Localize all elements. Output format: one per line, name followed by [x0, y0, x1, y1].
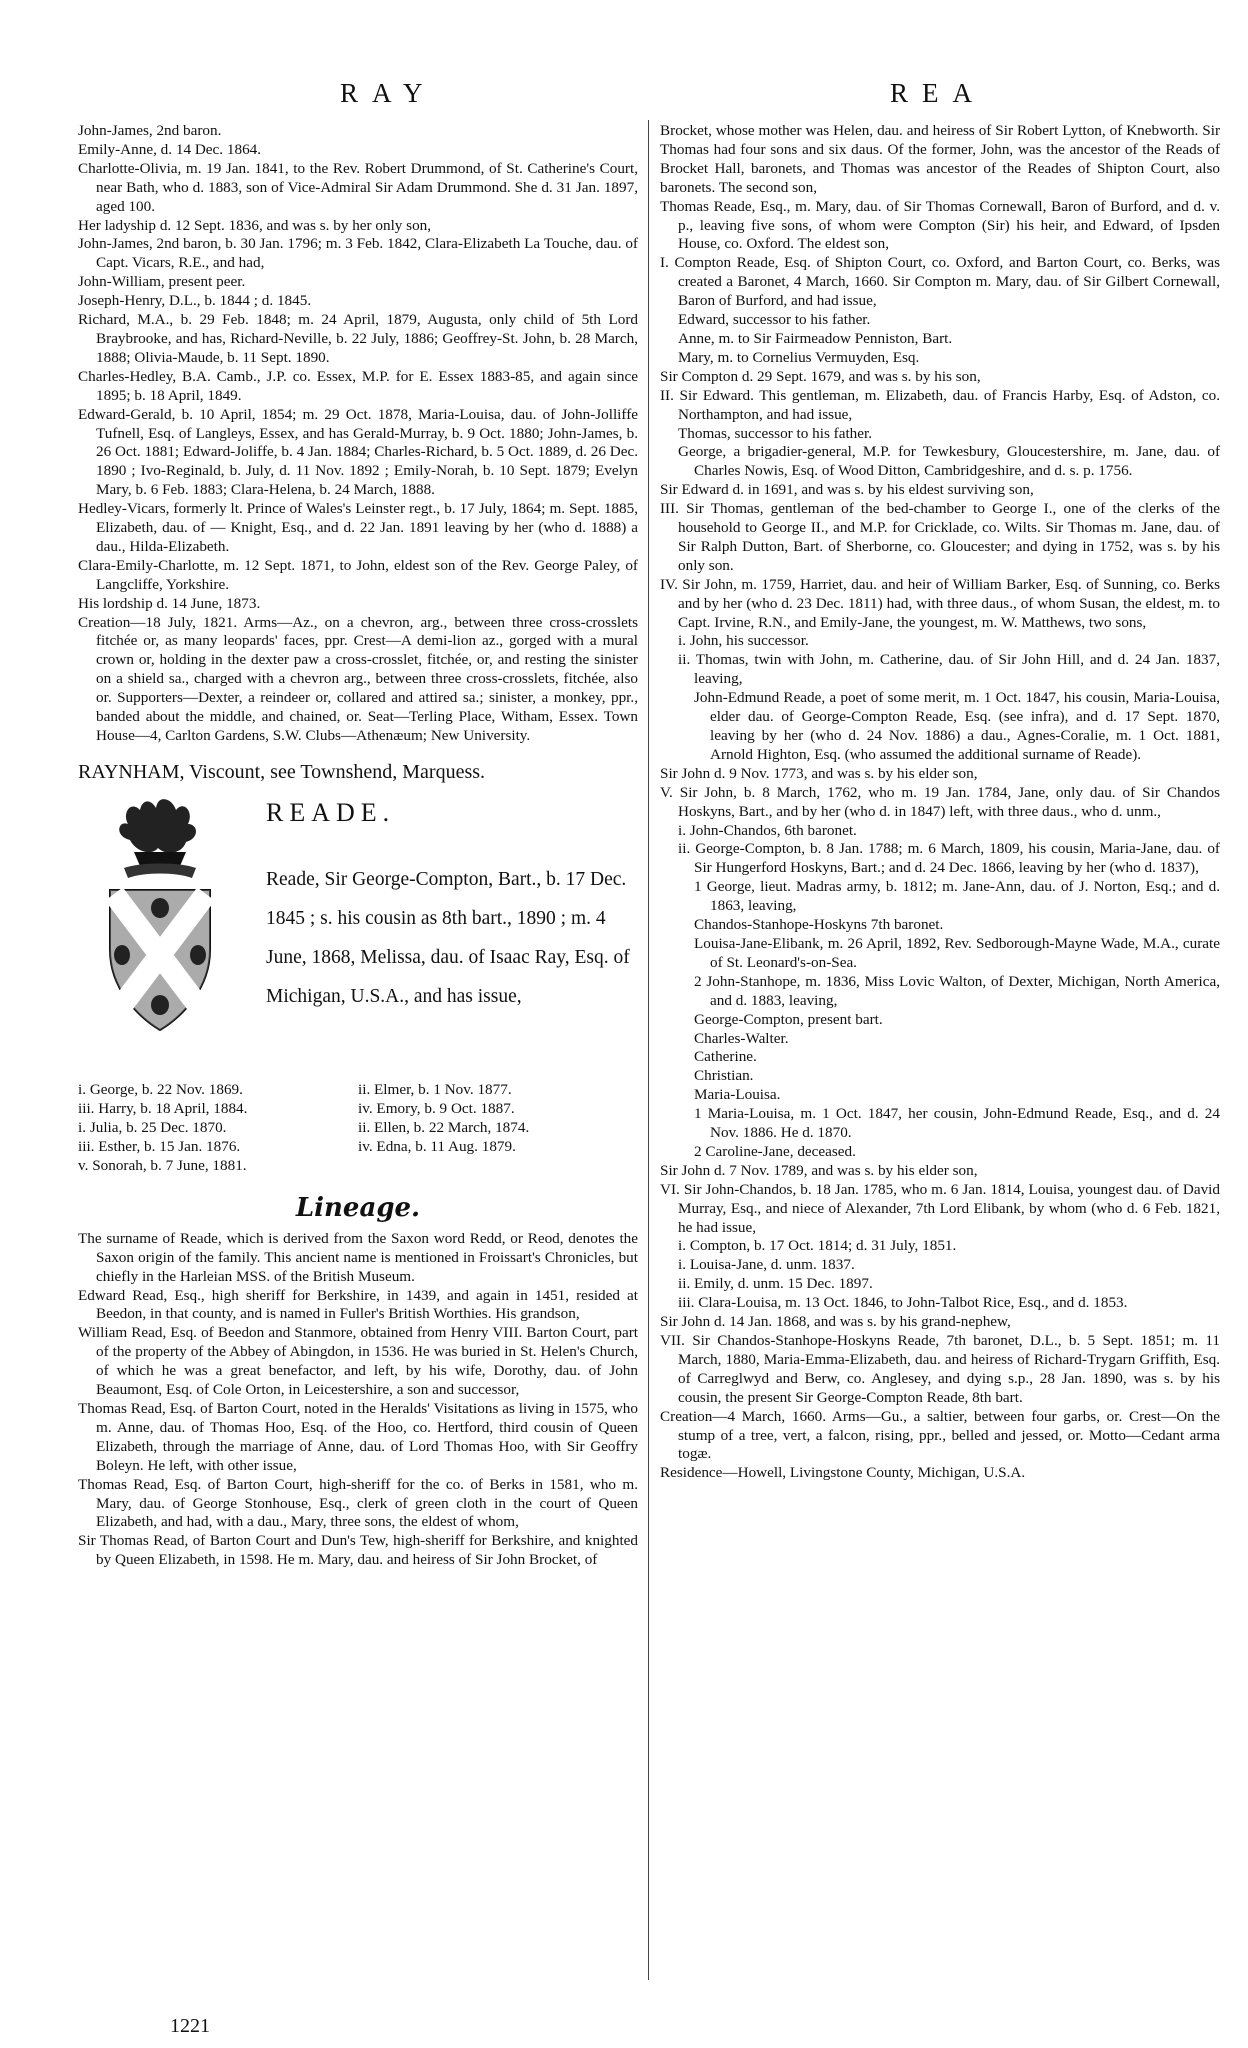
right-paragraph: Thomas Reade, Esq., m. Mary, dau. of Sir Thomas Cornewall, Baron of Burford, and d. v. p., leaving five sons, of whom were Compton (Sir) his heir, and Edward, of Ipsden House, co. Oxford. The eldest son, [660, 197, 1220, 253]
page-number: 1221 [170, 2015, 210, 2037]
right-paragraph: 1 Maria-Louisa, m. 1 Oct. 1847, her cousin, John-Edmund Reade, Esq., and d. 24 Nov. 1886. He d. 1870. [694, 1105, 1220, 1142]
child-entry: Clara-Emily-Charlotte, m. 12 Sept. 1871, to John, eldest son of the Rev. George Paley, of Langcliffe, Yorkshire. [78, 556, 638, 593]
right-paragraph: VI. Sir John-Chandos, b. 18 Jan. 1785, who m. 6 Jan. 1814, Louisa, youngest dau. of David Murray, Esq., and niece of Alexander, 7th Lord Elibank, by whom (who d. 6 Feb. 1821, he had issue, [660, 1180, 1220, 1236]
child-entry: Richard, M.A., b. 29 Feb. 1848; m. 24 April, 1879, Augusta, only child of 5th Lord Braybrooke, and has, Richard-Neville, b. 22 July, 1886; Geoffrey-St. John, b. 28 March, 1888; Olivia-Maude, b. 11 Sept. 1890. [78, 311, 638, 366]
column-divider [648, 120, 649, 1980]
list-item: ii. Ellen, b. 22 March, 1874. [358, 1118, 530, 1136]
right-paragraph: Brocket, whose mother was Helen, dau. and heiress of Sir Robert Lytton, of Knebworth. Sir Thomas had four sons and six daus. Of the former, John, was the ancestor of the Reads of Brocket Hall, baronets, and Thomas was ancestor of the Reades of Shipton Court, also baronets. The second son, [660, 122, 1220, 196]
list-item: i. George, b. 22 Nov. 1869. [78, 1080, 243, 1098]
lineage-paragraph: Sir Thomas Read, of Barton Court and Dun's Tew, high-sheriff for Berkshire, and knighted by Queen Elizabeth, in 1598. He m. Mary, dau. and heiress of Sir John Brocket, of [78, 1532, 638, 1569]
right-paragraph: iii. Clara-Louisa, m. 13 Oct. 1846, to John-Talbot Rice, Esq., and d. 1853. [678, 1294, 1128, 1312]
lineage-paragraph: Edward Read, Esq., high sheriff for Berkshire, in 1439, and again in 1451, resided at Beedon, in that county, and is named in Fuller's British Worthies. His grandson, [78, 1286, 638, 1323]
right-paragraph: Sir John d. 14 Jan. 1868, and was s. by his grand-nephew, [660, 1313, 1011, 1331]
list-item: ii. Elmer, b. 1 Nov. 1877. [358, 1080, 512, 1098]
right-paragraph: Residence—Howell, Livingstone County, Michigan, U.S.A. [660, 1464, 1026, 1482]
right-paragraph: 1 George, lieut. Madras army, b. 1812; m. Jane-Ann, dau. of J. Norton, Esq.; and d. 1863, leaving, [694, 878, 1220, 915]
lineage-paragraph: Thomas Read, Esq. of Barton Court, noted in the Heralds' Visitations as living in 1575, who m. Anne, dau. of Thomas Hoo, Esq. of the Hoo, co. Hertford, third cousin of Queen Elizabeth, through the marriage of Anne, dau. of Lord Thomas Hoo, with Sir Geoffry Boleyn. He left, with other issue, [78, 1399, 638, 1474]
lineage-heading: Lineage. [295, 1192, 421, 1223]
list-item: iii. Esther, b. 15 Jan. 1876. [78, 1137, 241, 1155]
right-paragraph: ii. George-Compton, b. 8 Jan. 1788; m. 6 March, 1809, his cousin, Maria-Jane, dau. of Sir Hungerford Hoskyns, Bart.; and d. 24 Dec. 1866, leaving by her (who d. 1837), [678, 840, 1220, 877]
running-head-right: REA [890, 78, 986, 108]
list-item: i. Julia, b. 25 Dec. 1870. [78, 1118, 227, 1136]
right-paragraph: Sir Edward d. in 1691, and was s. by his eldest surviving son, [660, 481, 1034, 499]
coat-of-arms-icon [100, 790, 220, 1035]
right-paragraph: IV. Sir John, m. 1759, Harriet, dau. and heir of William Barker, Esq. of Sunning, co. Berks and by her (who d. 23 Dec. 1811) had, with three daus., of whom Susan, the eldest, m. to Capt. Irvine, R.N., and Emily-Jane, the youngest, m. W. Matthews, two sons, [660, 575, 1220, 631]
child-entry: Joseph-Henry, D.L., b. 1844 ; d. 1845. [78, 292, 312, 310]
right-column [660, 122, 1220, 1483]
right-paragraph: Catherine. [694, 1048, 757, 1066]
list-item: iv. Emory, b. 9 Oct. 1887. [358, 1099, 515, 1117]
right-paragraph: i. John, his successor. [678, 632, 809, 650]
right-paragraph: ii. Thomas, twin with John, m. Catherine, dau. of Sir John Hill, and d. 24 Jan. 1837, leaving, [678, 651, 1220, 688]
child-entry: Charles-Hedley, B.A. Camb., J.P. co. Essex, M.P. for E. Essex 1883-85, and again since 1895; b. 18 April, 1849. [78, 367, 638, 404]
lordship-death: His lordship d. 14 June, 1873. [78, 594, 261, 612]
right-paragraph: I. Compton Reade, Esq. of Shipton Court, co. Oxford, and Barton Court, co. Berks, was created a Baronet, 4 March, 1660. Sir Compton m. Mary, dau. of Sir Gilbert Cornewall, Baron of Burford, and had issue, [660, 254, 1220, 310]
right-paragraph: i. Compton, b. 17 Oct. 1814; d. 31 July, 1851. [678, 1237, 957, 1255]
right-paragraph: Chandos-Stanhope-Hoskyns 7th baronet. [694, 916, 944, 934]
right-paragraph: Sir John d. 7 Nov. 1789, and was s. by his elder son, [660, 1161, 978, 1179]
right-paragraph: Creation—4 March, 1660. Arms—Gu., a saltier, between four garbs, or. Crest—On the stump of a tree, vert, a falcon, rising, ppr., belled and jessed, or. Motto—Cedant arma togæ. [660, 1407, 1220, 1463]
right-paragraph: Thomas, successor to his father. [678, 424, 873, 442]
right-paragraph: Louisa-Jane-Elibank, m. 26 April, 1892, Rev. Sedborough-Mayne Wade, M.A., curate of St. Leonard's-on-Sea. [694, 934, 1220, 971]
right-paragraph: Mary, m. to Cornelius Vermuyden, Esq. [678, 348, 920, 366]
reade-title: READE. [266, 797, 396, 827]
right-paragraph: i. Louisa-Jane, d. unm. 1837. [678, 1256, 855, 1274]
right-paragraph: Sir Compton d. 29 Sept. 1679, and was s. by his son, [660, 367, 981, 385]
john-william-entry: John-William, present peer. [78, 273, 246, 291]
right-paragraph: VII. Sir Chandos-Stanhope-Hoskyns Reade, 7th baronet, D.L., b. 5 Sept. 1851; m. 11 March, 1880, Maria-Emma-Elizabeth, dau. and heiress of Richard-Trygarn Griffith, Esq. of Carreglwyd and Berw, co. Anglesey, and dying s.p., 28 Jan. 1890, was s. by his cousin, the present Sir George-Compton Reade, 8th bart. [660, 1332, 1220, 1406]
ladyship-line: Her ladyship d. 12 Sept. 1836, and was s. by her only son, [78, 216, 432, 234]
list-item: iv. Edna, b. 11 Aug. 1879. [358, 1137, 516, 1155]
child-entry: Hedley-Vicars, formerly lt. Prince of Wales's Leinster regt., b. 17 July, 1864; m. Sept. 1885, Elizabeth, dau. of — Knight, Esq., and d. 22 Jan. 1891 leaving by her (who d. 1888) a dau., Hilda-Elizabeth. [78, 500, 638, 555]
child-entry: Edward-Gerald, b. 10 April, 1854; m. 29 Oct. 1878, Maria-Louisa, dau. of John-Jolliffe Tufnell, Esq. of Langleys, Essex, and has Gerald-Murray, b. 9 Oct. 1880; John-James, b. 26 Oct. 1881; Edward-Joliffe, b. 4 Jan. 1884; Charles-Richard, b. 5 Oct. 1889, d. 26 Dec. 1890 ; Ivo-Reginald, b. July, d. 11 Nov. 1892 ; Emily-Norah, b. 10 Sept. 1879; Evelyn Mary, b. 6 Feb. 1883; Clara-Helena, b. 24 March, 1888. [78, 405, 638, 499]
lineage-paragraph: William Read, Esq. of Beedon and Stanmore, obtained from Henry VIII. Barton Court, part of the property of the Abbey of Abingdon, in 1536. He was buried in St. Helen's Church, of which he was a great benefactor, and left, by his wife, Dorothy, dau. of John Beaumont, Esq. of Cole Orton, in Leicestershire, a son and successor, [78, 1324, 638, 1399]
running-head-left: RAY [340, 78, 437, 108]
right-paragraph: Sir John d. 9 Nov. 1773, and was s. by his elder son, [660, 764, 978, 782]
right-paragraph: John-Edmund Reade, a poet of some merit, m. 1 Oct. 1847, his cousin, Maria-Louisa, elder dau. of George-Compton Reade, Esq. (see infra), and d. 17 Sept. 1870, leaving by her (who d. 24 Nov. 1886) a dau., Agnes-Coralie, m. 1 Oct. 1881, Arnold Highton, Esq. (who assumed the additional surname of Reade). [694, 689, 1220, 763]
raynham-cross-reference: RAYNHAM, Viscount, see Townshend, Marquess. [78, 760, 486, 783]
right-paragraph: i. John-Chandos, 6th baronet. [678, 821, 857, 839]
right-paragraph: Christian. [694, 1067, 754, 1085]
right-paragraph: Edward, successor to his father. [678, 311, 871, 329]
right-paragraph: George-Compton, present bart. [694, 1010, 883, 1028]
reade-header-block [78, 790, 638, 1080]
right-paragraph: V. Sir John, b. 8 March, 1762, who m. 19 Jan. 1784, Jane, only dau. of Sir Chandos Hoskyns, Bart., and by her (who d. in 1847) left, with three daus., who d. unm., [660, 783, 1220, 820]
list-item: iii. Harry, b. 18 April, 1884. [78, 1099, 248, 1117]
right-paragraph: Anne, m. to Sir Fairmeadow Penniston, Bart. [678, 329, 953, 347]
john-james-entry: John-James, 2nd baron, b. 30 Jan. 1796; m. 3 Feb. 1842, Clara-Elizabeth La Touche, dau. of Capt. Vicars, R.E., and had, [78, 235, 638, 272]
lineage-paragraph: Thomas Read, Esq. of Barton Court, high-sheriff for the co. of Berks in 1581, who m. Mary, dau. of George Stonhouse, Esq., clerk of green cloth in the court of Queen Elizabeth, and had, with a dau., Mary, three sons, the eldest of whom, [78, 1475, 638, 1531]
right-paragraph: II. Sir Edward. This gentleman, m. Elizabeth, dau. of Francis Harby, Esq. of Adston, co. Northampton, and had issue, [660, 386, 1220, 423]
right-paragraph: ii. Emily, d. unm. 15 Dec. 1897. [678, 1275, 873, 1293]
reade-intro: Reade, Sir George-Compton, Bart., b. 17 Dec. 1845 ; s. his cousin as 8th bart., 1890 ; m. 4 June, 1868, Melissa, dau. of Isaac Ray, Esq. of Michigan, U.S.A., and has issue, [266, 868, 630, 1007]
right-paragraph: Maria-Louisa. [694, 1086, 781, 1104]
right-paragraph: 2 John-Stanhope, m. 1836, Miss Lovic Walton, of Dexter, Michigan, North America, and d. 1883, leaving, [694, 972, 1220, 1009]
right-paragraph: George, a brigadier-general, M.P. for Tewkesbury, Gloucestershire, m. Jane, dau. of Charles Nowis, Esq. of Wood Ditton, Cambridgeshire, and d. s. p. 1756. [678, 443, 1220, 480]
ray-line-2: Emily-Anne, d. 14 Dec. 1864. [78, 140, 262, 158]
reade-issue-list [78, 1080, 638, 1175]
ray-line-3: Charlotte-Olivia, m. 19 Jan. 1841, to the Rev. Robert Drummond, of St. Catherine's Court, near Bath, who d. 1883, son of Vice-Admiral Sir Adam Drummond. She d. 31 Jan. 1897, aged 100. [78, 159, 638, 215]
right-paragraph: Charles-Walter. [694, 1029, 789, 1047]
right-paragraph: III. Sir Thomas, gentleman of the bed-chamber to George I., one of the clerks of the household to George II., and M.P. for Cricklade, co. Wilts. Sir Thomas m. Jane, dau. of Sir Ralph Dutton, Bart. of Sherborne, co. Gloucester; and dying in 1752, was s. by his only son. [660, 500, 1220, 574]
left-column [78, 122, 638, 1570]
ray-creation-arms: Creation—18 July, 1821. Arms—Az., on a chevron, arg., between three cross-crosslets fitchée or, as many leopards' faces, ppr. Crest—A demi-lion az., gorged with a mural crown or, holding in the dexter paw a cross-crosslet, fitchée, or, and resting the sinister on a shield sa., charged with a chevron arg., between three cross-crosslets, fitchée, also or. Supporters—Dexter, a reindeer or, collared and attired sa.; sinister, a monkey, ppr., banded about the middle, and chained, or. Seat—Terling Place, Witham, Essex. Town House—4, Carlton Gardens, S.W. Clubs—Athenæum; New University. [78, 613, 638, 744]
lineage-paragraph: The surname of Reade, which is derived from the Saxon word Redd, or Reod, denotes the Saxon origin of the family. This ancient name is mentioned in Froissart's Chronicles, but chiefly in the Harleian MSS. of the British Museum. [78, 1229, 638, 1285]
list-item: v. Sonorah, b. 7 June, 1881. [78, 1156, 247, 1174]
right-paragraph: 2 Caroline-Jane, deceased. [694, 1142, 856, 1160]
ray-line-1: John-James, 2nd baron. [78, 122, 222, 139]
